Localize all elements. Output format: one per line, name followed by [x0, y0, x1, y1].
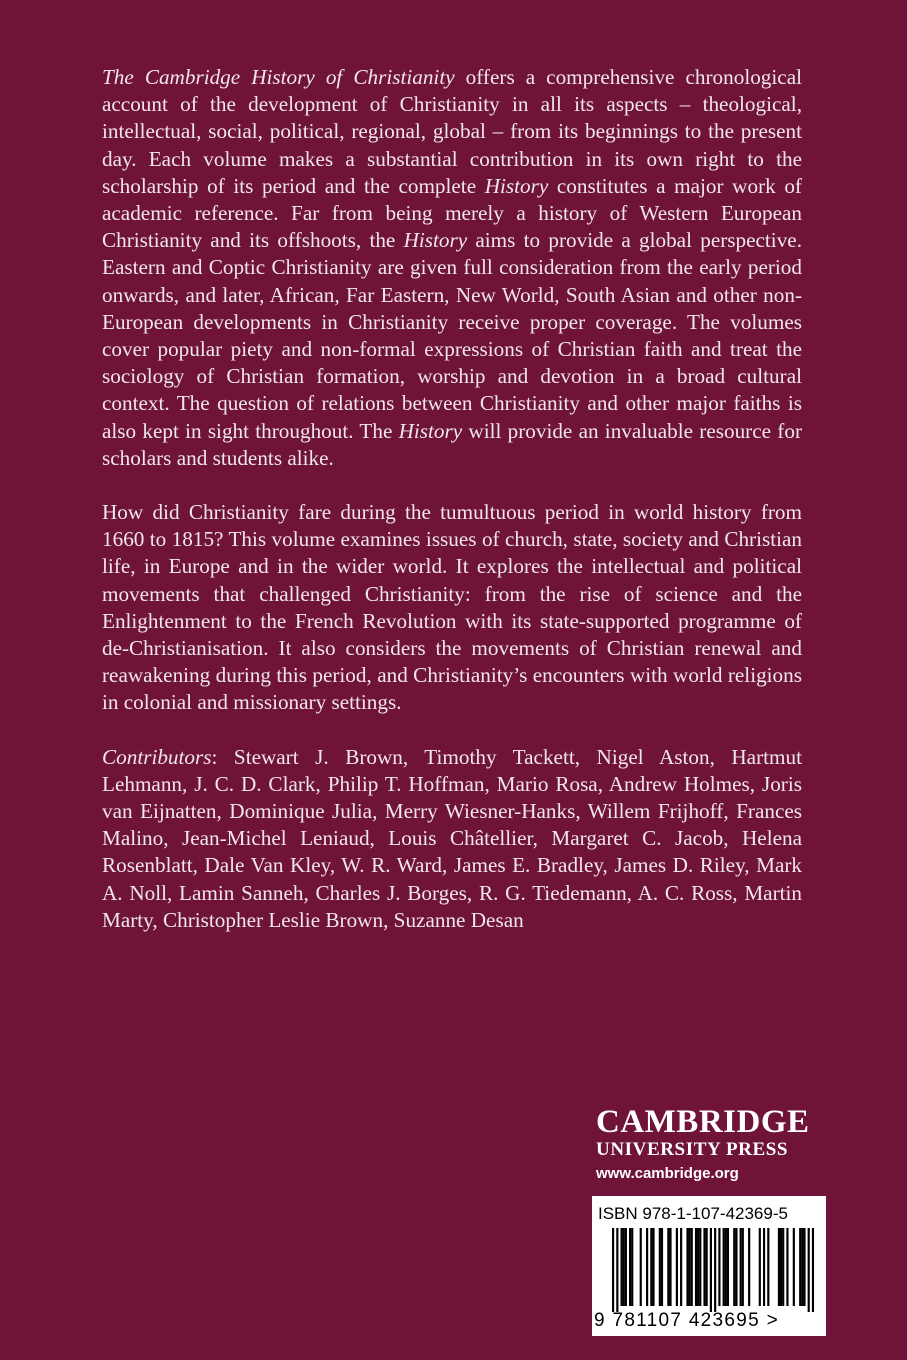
barcode-bar	[780, 1228, 782, 1306]
barcode-bar	[733, 1228, 735, 1306]
barcode-bar	[808, 1228, 810, 1312]
series-title: The Cambridge History of Christianity	[102, 65, 455, 89]
barcode-bar	[625, 1228, 627, 1306]
series-text-a: offers a comprehensive chronological account of the development of Christianity in all its aspects – theological, intellectual, social, political, regional, global – from its beginnings to the present day. Each volume makes a substantial contribution in its own right to the scholarship of its period and the complete	[102, 65, 802, 198]
barcode-bar	[650, 1228, 652, 1306]
volume-description: How did Christianity fare during the tumultuous period in world history from 1660 to 1815? This volume examines issues of church, state, society and Christian life, in Europe and in the wider world. It explores the intellectual and political movements that challenged Christianity: from the rise of science and the Enlightenment to the French Revolution with its state-supported programme of de-Christianisation. It also considers the movements of Christian renewal and reawakening during this period, and Christianity’s encounters with world religions in colonial and missionary settings.	[102, 500, 802, 715]
barcode-digits: 9 781107 423695 >	[594, 1310, 779, 1331]
barcode-bar	[703, 1228, 705, 1306]
barcode-bar	[667, 1228, 669, 1306]
barcode-bar	[612, 1228, 614, 1312]
series-text-d: will provide an invaluable resource for scholars and students alike.	[102, 418, 802, 470]
barcode-bar	[646, 1228, 648, 1306]
barcode-bar	[629, 1228, 631, 1306]
barcode-bar	[680, 1228, 682, 1306]
publisher-subtitle: UNIVERSITY PRESS	[596, 1139, 789, 1160]
barcode-bar	[659, 1228, 661, 1306]
barcode-bar	[621, 1228, 623, 1306]
barcode-bar	[669, 1228, 671, 1306]
barcode-bar	[723, 1228, 725, 1306]
barcode-bar	[695, 1228, 697, 1306]
series-description	[102, 64, 802, 472]
cover-blurb	[102, 64, 802, 961]
barcode-bar	[676, 1228, 678, 1306]
barcode-bar	[782, 1228, 784, 1306]
barcode-bar	[742, 1228, 744, 1306]
barcode-bar	[661, 1228, 663, 1306]
barcode-bar	[710, 1228, 712, 1312]
barcode-bar	[778, 1228, 780, 1306]
barcode-bar	[799, 1228, 801, 1306]
barcode-bar	[725, 1228, 727, 1306]
barcode-bar	[767, 1228, 769, 1306]
barcode-bar	[699, 1228, 701, 1306]
isbn-label: ISBN 978-1-107-42369-5	[598, 1204, 788, 1223]
barcode-bar	[718, 1228, 720, 1306]
barcode-bar	[740, 1228, 742, 1306]
barcode-bar	[793, 1228, 795, 1306]
barcode-bar	[697, 1228, 699, 1306]
history-italic-1: History	[484, 173, 549, 198]
barcode-bar	[786, 1228, 788, 1306]
contributors-label: Contributors	[102, 744, 212, 769]
publisher-logo	[596, 1104, 826, 1184]
barcode-bar	[735, 1228, 737, 1306]
barcode-bar	[689, 1228, 691, 1306]
barcode-bar	[748, 1228, 750, 1306]
series-text-b: constitutes a major work of academic reference. Far from being merely a history of Western European Christianity and its offshoots, the	[102, 173, 802, 253]
contributors-names: : Stewart J. Brown, Timothy Tackett, Nigel Aston, Hartmut Lehmann, J. C. D. Clark, Philip T. Hoffman, Mario Rosa, Andrew Holmes, Joris van Eijnatten, Dominique Julia, Merry Wiesner-Hanks, Willem Frijhoff, Frances Malino, Jean-Michel Leniaud, Louis Châtellier, Margaret C. Jacob, Helena Rosenblatt, Dale Van Kley, W. R. Ward, James E. Bradley, James D. Riley, Mark A. Noll, Lamin Sanneh, Charles J. Borges, R. G. Tiedemann, A. C. Ross, Martin Marty, Christopher Leslie Brown, Suzanne Desan	[102, 744, 802, 932]
history-italic-2: History	[403, 228, 468, 253]
publisher-name: CAMBRIDGE	[596, 1104, 810, 1140]
contributors-list	[102, 744, 802, 934]
barcode-bar	[759, 1228, 761, 1306]
barcode-bar	[812, 1228, 814, 1312]
barcode-bar	[640, 1228, 642, 1306]
barcode-bar	[706, 1228, 708, 1306]
barcode-icon	[598, 1228, 820, 1312]
barcode-panel	[592, 1196, 826, 1336]
barcode-bar	[714, 1228, 716, 1312]
series-text-c: aims to provide a global perspective. Eastern and Coptic Christianity are given full consideration from the early period onwards, and later, African, Far Eastern, New World, South Asian and other non-European developments in Christianity receive proper coverage. The volumes cover popular piety and non-formal expressions of Christian faith and treat the sociology of Christian formation, worship and devotion in a broad cultural context. The question of relations between Christianity and other major faiths is also kept in sight throughout. The	[102, 228, 802, 443]
barcode-bar	[727, 1228, 729, 1306]
barcode-bar	[803, 1228, 805, 1306]
publisher-url: www.cambridge.org	[596, 1165, 739, 1182]
barcode-bar	[623, 1228, 625, 1306]
barcode-bar	[801, 1228, 803, 1306]
history-italic-3: History	[398, 418, 463, 443]
barcode-bar	[631, 1228, 633, 1306]
barcode-bar	[686, 1228, 688, 1306]
barcode-bar	[691, 1228, 693, 1306]
barcode-bar	[763, 1228, 765, 1306]
barcode-bar	[652, 1228, 654, 1306]
barcode-bar	[616, 1228, 618, 1312]
